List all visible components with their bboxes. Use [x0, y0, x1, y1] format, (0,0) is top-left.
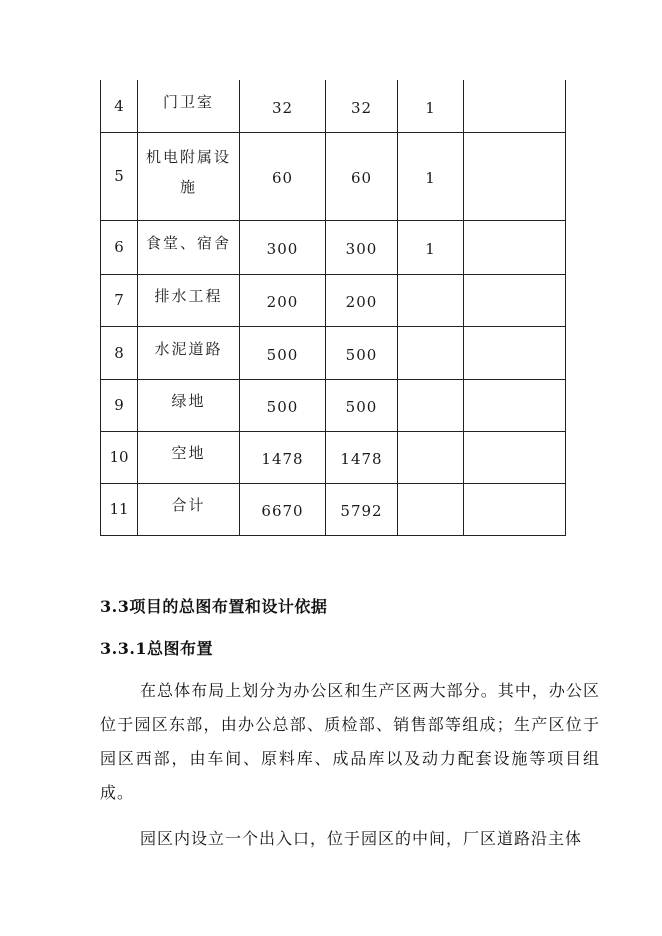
count-value-text: 1: [425, 169, 436, 187]
facility-name-text: 空地: [171, 444, 206, 462]
area-value-b-text: 500: [345, 398, 378, 416]
facility-name: [138, 132, 240, 220]
body-paragraph: 园区内设立一个出入口，位于园区的中间，厂区道路沿主体: [140, 829, 583, 848]
area-value-b-text: 5792: [340, 502, 383, 520]
table-row: [101, 132, 566, 220]
area-value-a-text: 32: [271, 98, 294, 117]
facility-name-text: 门卫室: [162, 92, 214, 111]
area-value-a: [240, 274, 326, 326]
note-cell: [464, 132, 566, 220]
area-value-b: [326, 483, 398, 535]
facility-name: [138, 274, 240, 326]
facility-name: [138, 483, 240, 535]
table-row: [101, 220, 566, 274]
note-cell: [464, 220, 566, 274]
table-row: [101, 326, 566, 379]
note-cell: [464, 431, 566, 483]
facility-name: [138, 379, 240, 431]
table-row: [101, 379, 566, 431]
area-value-b: [326, 431, 398, 483]
note-cell: [464, 379, 566, 431]
row-index: 5: [101, 132, 138, 220]
count-value: [398, 379, 464, 431]
area-value-b: [326, 220, 398, 274]
facility-name-text: 机电附属设施: [145, 148, 231, 196]
row-index: 9: [101, 379, 138, 431]
area-value-a-text: 6670: [261, 502, 304, 520]
facility-name-text: 食堂、宿舍: [145, 234, 231, 252]
note-cell: [464, 80, 566, 132]
facility-name-text: 排水工程: [154, 287, 223, 305]
area-value-b-text: 500: [345, 345, 378, 364]
area-value-a-text: 500: [266, 345, 299, 364]
body-paragraph: 在总体布局上划分为办公区和生产区两大部分。其中，办公区位于园区东部，由办公总部、质检部、销售部等组成；生产区位于园区西部，由车间、原料库、成品库以及动力配套设施等项目组成。: [100, 681, 600, 802]
area-value-b-text: 200: [345, 293, 378, 311]
row-index: 11: [101, 483, 138, 535]
section-heading: 3.3项目的总图布置和设计依据: [100, 597, 328, 616]
area-value-a-text: 200: [266, 293, 299, 311]
count-value: [398, 326, 464, 379]
note-cell: [464, 483, 566, 535]
area-value-b: [326, 132, 398, 220]
facility-name: [138, 80, 240, 132]
count-value: [398, 274, 464, 326]
count-value-text: 1: [425, 240, 436, 258]
count-value: [398, 132, 464, 220]
area-value-b: [326, 80, 398, 132]
row-index: 10: [101, 431, 138, 483]
count-value: [398, 220, 464, 274]
area-value-a: [240, 379, 326, 431]
area-value-a-text: 500: [266, 398, 299, 416]
area-value-a: [240, 326, 326, 379]
table-row: [101, 274, 566, 326]
table-row: [101, 483, 566, 535]
count-value: [398, 483, 464, 535]
area-value-b: [326, 274, 398, 326]
area-value-b-text: 1478: [340, 450, 383, 468]
area-value-a-text: 300: [266, 240, 299, 258]
count-value: [398, 431, 464, 483]
facility-name: [138, 220, 240, 274]
facility-area-table: [100, 80, 566, 536]
area-value-a: [240, 132, 326, 220]
row-index: 4: [101, 80, 138, 132]
area-value-a: [240, 431, 326, 483]
area-value-a-text: 60: [271, 169, 294, 187]
table-row: [101, 431, 566, 483]
row-index: 8: [101, 326, 138, 379]
table-row: [101, 80, 566, 132]
area-value-a: [240, 483, 326, 535]
facility-name-text: 水泥道路: [154, 339, 223, 358]
facility-name: [138, 431, 240, 483]
count-value-text: 1: [425, 98, 436, 117]
area-value-a-text: 1478: [261, 450, 304, 468]
area-value-b: [326, 326, 398, 379]
subsection-heading: 3.3.1总图布置: [100, 639, 214, 658]
facility-name-text: 绿地: [171, 392, 206, 410]
count-value: [398, 80, 464, 132]
facility-name: [138, 326, 240, 379]
area-value-a: [240, 220, 326, 274]
area-value-b: [326, 379, 398, 431]
row-index: 7: [101, 274, 138, 326]
area-value-b-text: 300: [345, 240, 378, 258]
area-value-a: [240, 80, 326, 132]
area-value-b-text: 32: [350, 98, 373, 117]
note-cell: [464, 274, 566, 326]
note-cell: [464, 326, 566, 379]
facility-name-text: 合计: [171, 496, 206, 514]
row-index: 6: [101, 220, 138, 274]
area-value-b-text: 60: [350, 169, 373, 187]
